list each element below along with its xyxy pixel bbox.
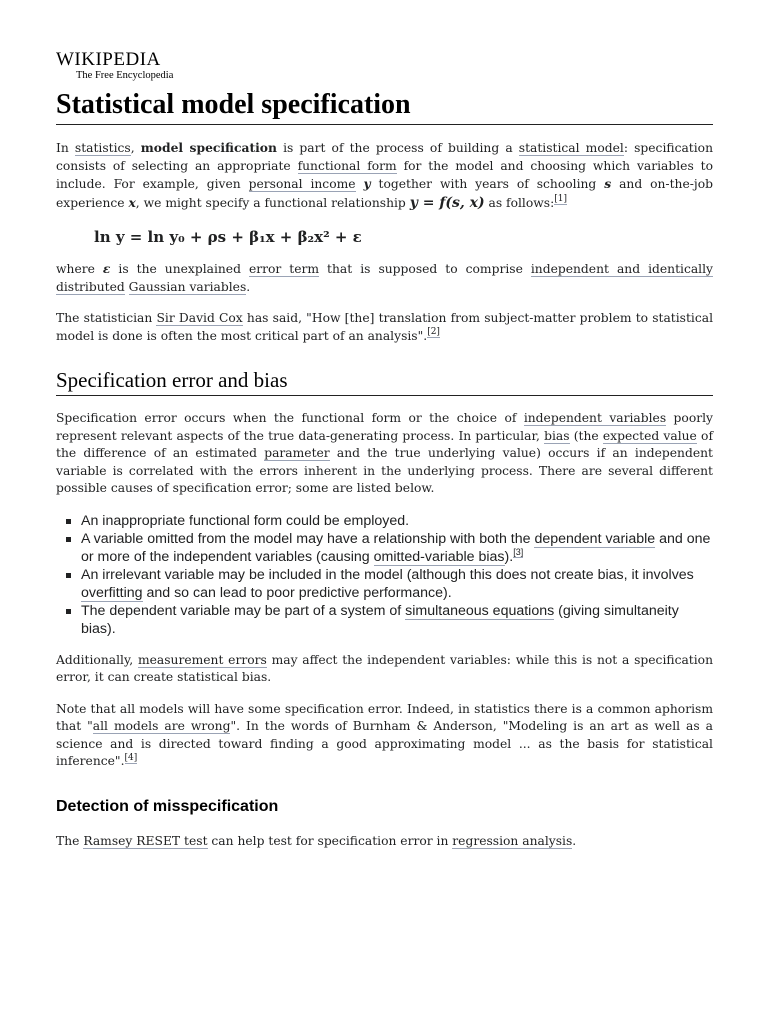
- ref-1[interactable]: [1]: [554, 194, 567, 205]
- link-bias[interactable]: bias: [544, 428, 570, 443]
- section-heading-specification-error: Specification error and bias: [56, 367, 713, 396]
- link-measurement-errors[interactable]: measurement errors: [137, 652, 267, 667]
- ref-2[interactable]: [2]: [427, 327, 440, 338]
- section-heading-detection: Detection of misspecification: [56, 797, 279, 815]
- list-item: An irrelevant variable may be included in the model (although this does not create bias, it involves overfitting and so can lead to poor predictive performance).: [56, 566, 713, 602]
- intro-paragraph-1: In statistics, model specification is part of the process of building a statistical model: specification consists of selecting an appropriate functional form for the model and choosing which variables to include. For example, given personal income y together with years of schooling s and on-the-job experience x, we might specify a functional relationship y = f(s, x) as follows:[1]: [56, 140, 713, 211]
- link-statistical-model[interactable]: statistical model: [518, 141, 624, 155]
- link-gaussian[interactable]: Gaussian variables: [128, 279, 247, 294]
- math-s: s: [604, 176, 612, 191]
- section1-paragraph-3: Note that all models will have some specification error. Indeed, in statistics there is a common aphorism that "all models are wrong". In the words of Burnham & Anderson, "Modeling is an art as well as a science and is directed toward finding a good approximating model ... as the basis for statistical inference".[4]: [56, 701, 713, 768]
- intro-paragraph-2: where ε is the unexplained error term that is supposed to comprise independent and identically distributed Gaussian variables.: [56, 261, 713, 294]
- math-epsilon: ε: [102, 261, 111, 276]
- causes-list: [56, 512, 713, 638]
- section1-paragraph-1: Specification error occurs when the functional form or the choice of independent variables poorly represent relevant aspects of the true data-generating process. In particular, bias (the expected value of the difference of an estimated parameter and the true underlying value) occurs if an independent variable is correlated with the errors inherent in the underlying process. There are several different possible causes of specification error; some are listed below.: [56, 411, 713, 495]
- link-personal-income[interactable]: personal income: [248, 177, 356, 191]
- bold-term: model specification: [140, 140, 277, 155]
- link-simultaneous-equations[interactable]: simultaneous equations: [405, 602, 555, 619]
- wikipedia-logo[interactable]: [56, 50, 713, 88]
- section2-paragraph-1: The Ramsey RESET test can help test for specification error in regression analysis.: [56, 833, 577, 848]
- link-error-term[interactable]: error term: [248, 262, 320, 276]
- intro-paragraph-3: The statistician Sir David Cox has said, "How [the] translation from subject-matter problem to statistical model is done is often the most critical part of an analysis".[2]: [56, 311, 714, 343]
- list-item: A variable omitted from the model may have a relationship with both the dependent variable and one or more of the independent variables (causing omitted-variable bias).[3]: [56, 530, 713, 566]
- section1-paragraph-2: Additionally, measurement errors may affect the independent variables: while this is not a specification error, it can create statistical bias.: [56, 652, 713, 684]
- equation: ln y = ln y₀ + ρs + β₁x + β₂x² + ε: [94, 228, 362, 246]
- link-all-models-are-wrong[interactable]: all models are wrong: [92, 719, 231, 733]
- logo-wordmark: WIKIPEDIA: [56, 49, 161, 70]
- link-omitted-variable-bias[interactable]: omitted-variable bias: [373, 548, 505, 565]
- logo-tagline: The Free Encyclopedia: [76, 70, 174, 81]
- link-independent-variables[interactable]: independent variables: [523, 411, 667, 425]
- link-functional-form[interactable]: functional form: [297, 158, 397, 173]
- list-item: An inappropriate functional form could be employed.: [56, 512, 713, 530]
- link-expected-value[interactable]: expected value: [602, 428, 697, 443]
- ref-4[interactable]: [4]: [124, 752, 138, 763]
- math-y: y: [363, 176, 371, 191]
- link-iid[interactable]: independent and identically distributed: [56, 262, 713, 294]
- list-item: The dependent variable may be part of a system of simultaneous equations (giving simultaneity bias).: [56, 602, 713, 638]
- link-statistics[interactable]: statistics: [74, 141, 131, 155]
- link-parameter[interactable]: parameter: [264, 446, 330, 460]
- link-dependent-variable[interactable]: dependent variable: [534, 530, 656, 547]
- ref-3[interactable]: [3]: [513, 546, 524, 557]
- math-x: x: [128, 194, 136, 210]
- page-title: Statistical model specification: [56, 88, 713, 125]
- link-regression-analysis[interactable]: regression analysis: [452, 833, 573, 848]
- link-overfitting[interactable]: overfitting: [81, 584, 143, 601]
- link-david-cox[interactable]: Sir David Cox: [156, 311, 243, 325]
- inline-formula: y = f(s, x): [409, 194, 485, 211]
- link-ramsey-reset-test[interactable]: Ramsey RESET test: [83, 833, 208, 848]
- article: [56, 50, 713, 850]
